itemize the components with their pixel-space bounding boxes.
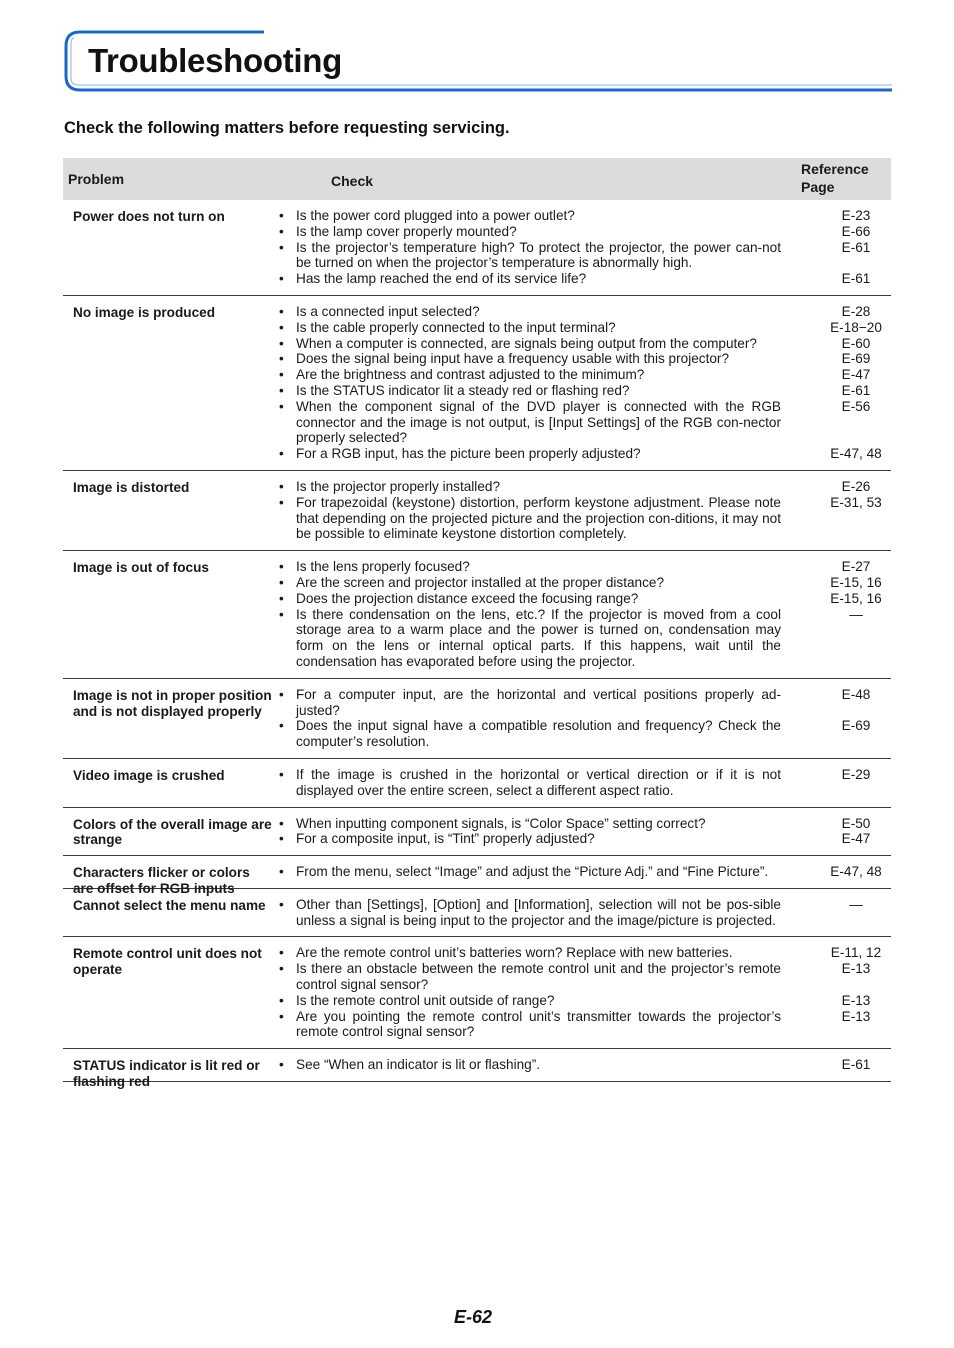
header-reference — [801, 160, 869, 196]
reference-page: E-13 — [841, 1008, 871, 1024]
check-list — [276, 864, 882, 880]
bullet-icon: • — [279, 718, 284, 734]
problem-cell: STATUS indicator is lit red or flashing red — [73, 1058, 260, 1090]
check-text: Does the signal being input have a frequency usable with this projector? — [296, 351, 730, 367]
check-text: Is the power cord plugged into a power outlet? — [296, 208, 575, 223]
check-text: Other than [Settings], [Option] and [Information], selection will not be pos-sible unless a signal is being input to the projector and the image/picture is projected. — [296, 896, 781, 928]
reference-page: E-28 — [841, 303, 871, 319]
reference-page: E-47, 48 — [830, 864, 882, 880]
bullet-icon: • — [279, 559, 284, 575]
check-text: Are the screen and projector installed at the proper distance? — [296, 574, 665, 590]
bullet-icon: • — [279, 319, 284, 335]
header-problem: Problem — [68, 171, 125, 187]
reference-page: E-56 — [841, 398, 871, 414]
check-text: From the menu, select “Image” and adjust the “Picture Adj.” and “Fine Picture”. — [296, 864, 769, 880]
table-row — [63, 296, 891, 471]
problem-cell: Cannot select the menu name — [73, 897, 266, 913]
reference-page: E-47 — [841, 367, 871, 383]
bullet-icon: • — [279, 398, 284, 414]
check-item — [276, 351, 871, 367]
header-reference-line2: Page — [801, 179, 835, 195]
page-title: Troubleshooting — [88, 42, 342, 79]
problem-cell: Image is out of focus — [73, 560, 209, 576]
bullet-icon: • — [279, 961, 284, 977]
check-text: Is the STATUS indicator lit a steady red or flashing red? — [296, 382, 630, 398]
check-item — [276, 606, 863, 670]
problem-cell: No image is produced — [73, 304, 216, 320]
check-item — [276, 494, 882, 542]
reference-page: E-11, 12 — [830, 945, 882, 961]
problem-cell: Colors of the overall image are strange — [73, 816, 272, 848]
problem-cell: Video image is crushed — [73, 767, 225, 783]
reference-page: E-50 — [841, 815, 871, 831]
reference-page: E-13 — [841, 992, 871, 1008]
check-list — [276, 815, 871, 848]
check-text: For a computer input, are the horizontal and vertical positions properly ad-justed? — [296, 686, 781, 718]
problem-cell: Remote control unit does not operate — [73, 946, 262, 978]
check-text: Is the lens properly focused? — [296, 559, 470, 575]
table-header — [63, 158, 891, 200]
check-item — [276, 208, 871, 224]
check-item — [276, 239, 871, 272]
check-item — [276, 574, 882, 591]
check-item — [276, 896, 863, 929]
check-item — [276, 335, 871, 352]
reference-page: E-47 — [841, 831, 871, 847]
check-item — [276, 382, 871, 399]
check-text: Is the cable properly connected to the input terminal? — [296, 319, 616, 335]
table-row — [63, 759, 891, 808]
bullet-icon: • — [279, 351, 284, 367]
check-list — [276, 896, 863, 929]
problem-cell: Characters flicker or colors are offset for RGB inputs — [73, 865, 250, 896]
check-text: Is the lamp cover properly mounted? — [296, 223, 517, 239]
bullet-icon: • — [279, 223, 284, 239]
check-text: Does the input signal have a compatible resolution and frequency? Check the computer’s resolution. — [296, 718, 781, 750]
header-check: Check — [331, 173, 374, 189]
reference-page: E-48 — [841, 686, 871, 702]
check-item — [276, 992, 871, 1009]
check-item — [276, 319, 882, 336]
bullet-icon: • — [279, 1008, 284, 1024]
check-item — [276, 864, 882, 880]
reference-page: E-66 — [841, 223, 871, 239]
bullet-icon: • — [279, 766, 284, 782]
check-item — [276, 478, 871, 495]
reference-page: E-29 — [841, 766, 871, 782]
check-list — [276, 208, 871, 287]
check-text: Has the lamp reached the end of its service life? — [296, 271, 587, 287]
check-item — [276, 1008, 871, 1041]
check-item — [276, 815, 871, 832]
reference-page: — — [849, 606, 863, 622]
bullet-icon: • — [279, 831, 284, 847]
check-item — [276, 831, 871, 847]
problem-cell: Image is distorted — [73, 479, 190, 495]
reference-page: E-18−20 — [830, 319, 882, 335]
table-row — [63, 471, 891, 551]
problem-cell: Power does not turn on — [73, 209, 225, 224]
check-item — [276, 446, 882, 462]
reference-page: E-61 — [841, 239, 871, 255]
check-item — [276, 559, 871, 575]
check-item — [276, 686, 871, 719]
page-number: E-62 — [454, 1307, 493, 1327]
bullet-icon: • — [279, 864, 284, 880]
check-item — [276, 271, 871, 287]
header-reference-line1: Reference — [801, 161, 869, 177]
bullet-icon: • — [279, 303, 284, 319]
check-text: For trapezoidal (keystone) distortion, perform keystone adjustment. Please note that depending on the projected picture and the projection con-ditions, it may not be possible to eliminate keystone distortion completely. — [296, 494, 781, 542]
check-text: If the image is crushed in the horizontal or vertical direction or if it is not displayed over the entire screen, select a different aspect ratio. — [296, 766, 781, 798]
bullet-icon: • — [279, 271, 284, 287]
reference-page: E-61 — [841, 382, 871, 398]
table-row — [63, 679, 891, 759]
check-item — [276, 718, 871, 750]
check-text: Is the projector’s temperature high? To protect the projector, the power can-not be turned on when the projector’s temperature is abnormally high. — [296, 239, 781, 271]
troubleshooting-table — [63, 158, 891, 1090]
reference-page: E-69 — [841, 351, 871, 367]
problem-cell: Image is not in proper position and is not displayed properly — [73, 687, 272, 719]
reference-page: E-27 — [841, 559, 871, 575]
check-item — [276, 367, 871, 383]
check-item — [276, 766, 871, 799]
check-text: Is a connected input selected? — [296, 303, 480, 319]
bullet-icon: • — [279, 606, 284, 622]
bullet-icon: • — [279, 478, 284, 494]
check-item — [276, 303, 871, 320]
reference-page: E-31, 53 — [830, 494, 882, 510]
check-list — [276, 766, 871, 799]
reference-page: — — [849, 896, 863, 912]
table-row — [63, 551, 891, 679]
check-list — [276, 1057, 871, 1073]
reference-page: E-23 — [841, 208, 871, 223]
reference-page: E-61 — [841, 1057, 871, 1073]
check-item — [276, 590, 882, 607]
bullet-icon: • — [279, 896, 284, 912]
check-list — [276, 945, 882, 1040]
table-body — [63, 200, 891, 1090]
reference-page: E-26 — [841, 478, 871, 494]
check-text: For a composite input, is “Tint” properly adjusted? — [296, 831, 595, 847]
check-text: Is the projector properly installed? — [296, 478, 501, 494]
check-list — [276, 686, 871, 750]
reference-page: E-60 — [841, 335, 871, 351]
check-item — [276, 1057, 871, 1073]
bullet-icon: • — [279, 335, 284, 351]
table-row — [63, 856, 891, 896]
check-text: Is there an obstacle between the remote control unit and the projector’s remote control signal sensor? — [296, 961, 781, 993]
reference-page: E-69 — [841, 718, 871, 734]
check-text: When the component signal of the DVD player is connected with the RGB connector and the image is not output, is [Input Settings] of the RGB con-nector properly selected? — [296, 398, 781, 446]
check-item — [276, 945, 882, 961]
check-text: Are the brightness and contrast adjusted to the minimum? — [296, 367, 645, 383]
check-item — [276, 223, 871, 240]
bullet-icon: • — [279, 208, 284, 223]
section-subtitle: Check the following matters before requesting servicing. — [64, 119, 510, 137]
bullet-icon: • — [279, 367, 284, 383]
check-text: Is there condensation on the lens, etc.? If the projector is moved from a cool storage area to a warm place and the power is turned on, condensation may form on the lens or internal optical parts. If this happens, wait until the condensation has evaporated before using the projector. — [296, 606, 781, 669]
check-list — [276, 478, 882, 542]
reference-page: E-47, 48 — [830, 446, 882, 462]
check-text: See “When an indicator is lit or flashing”. — [296, 1057, 541, 1073]
check-list — [276, 303, 882, 462]
bullet-icon: • — [279, 590, 284, 606]
bullet-icon: • — [279, 1057, 284, 1073]
check-list — [276, 559, 882, 670]
reference-page: E-15, 16 — [830, 590, 882, 606]
check-item — [276, 398, 871, 446]
check-text: Are you pointing the remote control unit’s transmitter towards the projector’s remote control signal sensor? — [296, 1008, 781, 1040]
reference-page: E-13 — [841, 961, 871, 977]
bullet-icon: • — [279, 686, 284, 702]
bullet-icon: • — [279, 382, 284, 398]
bullet-icon: • — [279, 815, 284, 831]
table-row — [63, 1049, 891, 1090]
bullet-icon: • — [279, 494, 284, 510]
table-row — [63, 889, 891, 938]
check-text: Does the projection distance exceed the focusing range? — [296, 590, 639, 606]
bullet-icon: • — [279, 574, 284, 590]
bullet-icon: • — [279, 446, 284, 462]
check-text: When inputting component signals, is “Color Space” setting correct? — [296, 815, 706, 831]
reference-page: E-15, 16 — [830, 574, 882, 590]
check-text: Are the remote control unit’s batteries worn? Replace with new batteries. — [296, 945, 733, 961]
check-item — [276, 961, 871, 993]
bullet-icon: • — [279, 239, 284, 255]
table-row — [63, 937, 891, 1049]
bullet-icon: • — [279, 945, 284, 961]
check-text: For a RGB input, has the picture been properly adjusted? — [296, 446, 641, 462]
table-row — [63, 808, 891, 857]
table-row — [63, 200, 891, 296]
check-text: When a computer is connected, are signals being output from the computer? — [296, 335, 757, 351]
check-text: Is the remote control unit outside of range? — [296, 992, 555, 1008]
bullet-icon: • — [279, 992, 284, 1008]
reference-page: E-61 — [841, 271, 871, 287]
